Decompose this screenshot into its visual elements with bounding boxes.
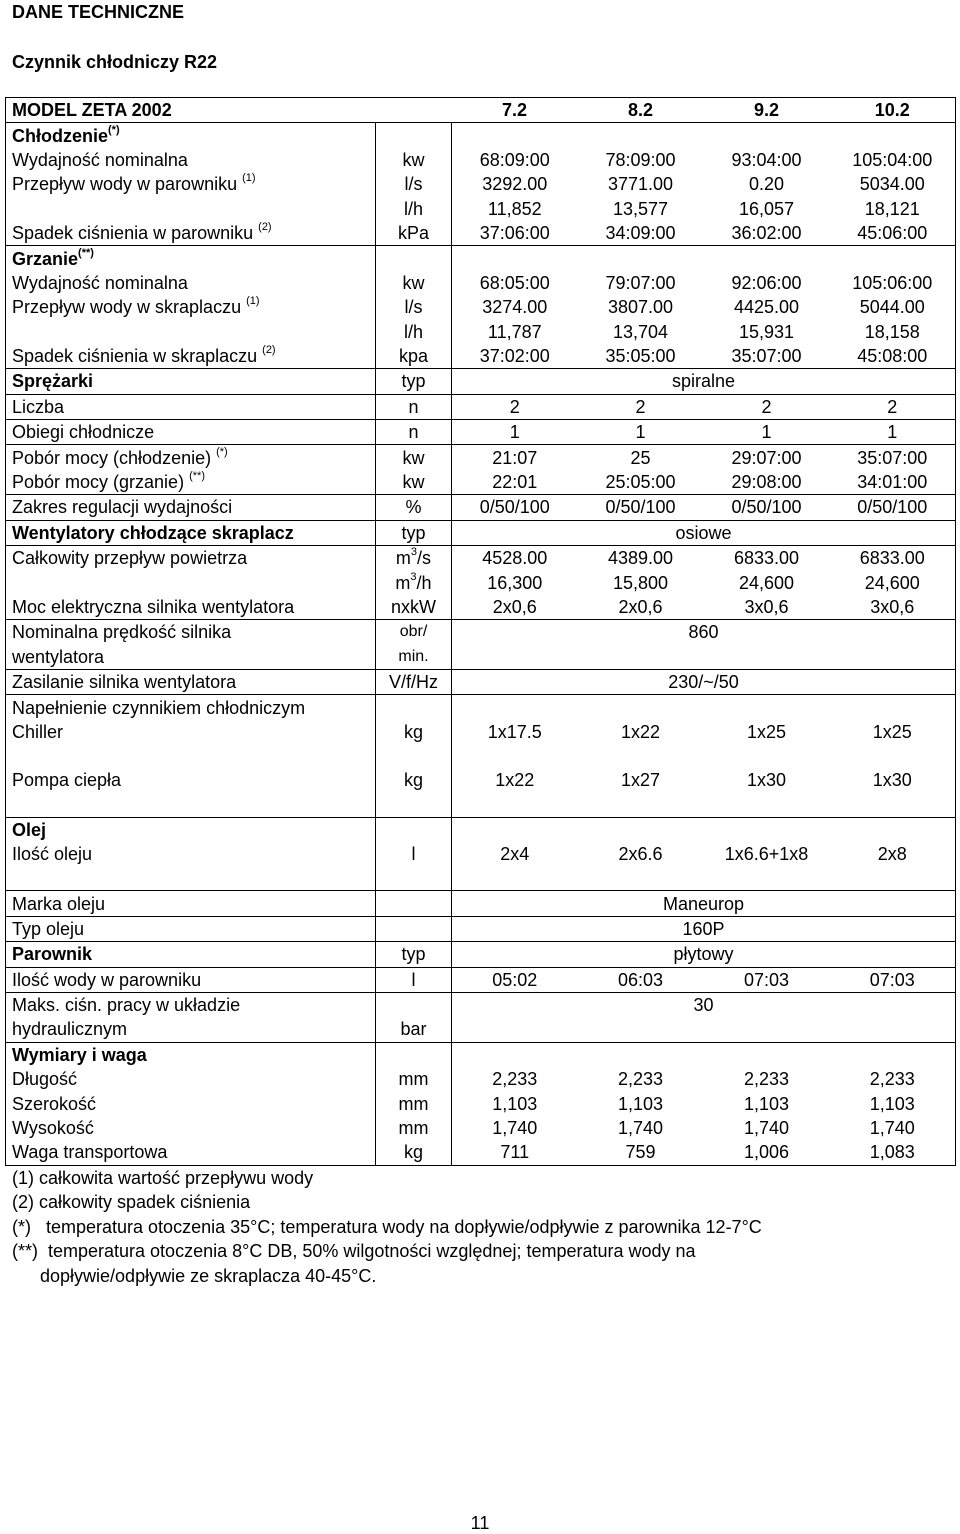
unit-cell: kPa <box>376 221 452 246</box>
section-row <box>6 520 956 545</box>
value-cell: 92:06:00 <box>731 272 802 293</box>
section-row <box>6 369 956 394</box>
row-label: Pompa ciepła <box>6 768 376 792</box>
table-row <box>6 295 956 319</box>
unit-cell: l <box>376 842 452 866</box>
oil-type-value: 160P <box>452 916 956 941</box>
value-cell: 6833.00 <box>830 546 956 571</box>
value-cell: 15,800 <box>612 572 669 593</box>
table-row <box>6 197 956 221</box>
value-cell: 1,740 <box>830 1116 956 1140</box>
value-cell: 1 <box>830 420 956 445</box>
section-title-charge: Napełnienie czynnikiem chłodniczym <box>6 695 376 720</box>
value-cell: 25 <box>578 445 704 470</box>
value-cell: 0/50/100 <box>452 495 578 520</box>
value-cell: 16,300 <box>452 570 578 594</box>
value-cell: 68:09:00 <box>452 148 578 172</box>
value-cell: 0/50/100 <box>578 495 704 520</box>
model-header: 10.2 <box>830 98 956 123</box>
table-row <box>6 271 956 295</box>
value-cell: 3x0,6 <box>744 597 789 617</box>
table-row <box>6 768 956 792</box>
table-row <box>6 570 956 594</box>
value-cell: 1x27 <box>620 770 661 791</box>
table-row <box>6 992 956 1017</box>
section-row <box>6 246 956 271</box>
value-cell: 1,740 <box>452 1116 578 1140</box>
value-cell: 2,233 <box>830 1067 956 1091</box>
section-title-fans: Wentylatory chłodzące skraplacz <box>6 520 376 545</box>
value-cell: 1x30 <box>830 768 956 792</box>
unit-cell: % <box>376 495 452 520</box>
row-label: Marka oleju <box>6 891 376 916</box>
row-label: Całkowity przepływ powietrza <box>6 546 376 571</box>
evaporator-type: płytowy <box>452 942 956 967</box>
value-cell: 2,233 <box>452 1067 578 1091</box>
row-label: Nominalna prędkość silnika <box>6 620 376 645</box>
value-cell: 25:05:00 <box>605 472 676 493</box>
table-row <box>6 1091 956 1115</box>
value-cell: 07:03 <box>830 967 956 992</box>
row-label: Ilość oleju <box>6 842 376 866</box>
row-label: Ilość wody w parowniku <box>6 967 376 992</box>
value-cell: 0.20 <box>748 174 785 195</box>
value-cell: 35:05:00 <box>605 346 676 367</box>
value-cell: 45:08:00 <box>830 344 956 369</box>
row-label: Pobór mocy (grzanie) (**) <box>6 470 376 495</box>
value-cell: 1x30 <box>746 770 787 791</box>
row-label: Wysokość <box>6 1116 376 1140</box>
value-cell: 79:07:00 <box>605 272 676 293</box>
row-label: Chiller <box>6 720 376 744</box>
value-cell: 21:07 <box>452 445 578 470</box>
section-row <box>6 123 956 148</box>
row-label: Szerokość <box>6 1091 376 1115</box>
row-label: Waga transportowa <box>6 1140 376 1165</box>
section-title-heating: Grzanie(**) <box>6 246 376 271</box>
value-cell: 3807.00 <box>607 297 674 318</box>
table-row <box>6 546 956 571</box>
row-label: Moc elektryczna silnika wentylatora <box>6 595 376 620</box>
value-cell: 37:06:00 <box>452 221 578 246</box>
unit-cell: kg <box>376 720 452 744</box>
model-header: 9.2 <box>704 98 830 123</box>
value-cell: 13,704 <box>612 321 669 342</box>
value-cell: 3274.00 <box>452 295 578 319</box>
unit-cell: mm <box>376 1116 452 1140</box>
value-cell: 2x0,6 <box>452 595 578 620</box>
value-cell: 24,600 <box>738 572 795 593</box>
section-title-oil: Olej <box>6 817 376 842</box>
unit-cell: $m^3/s$ <box>376 546 452 571</box>
value-cell: 1,083 <box>830 1140 956 1165</box>
row-label: Przepływ wody w parowniku $^{(1)}$ <box>6 172 376 196</box>
value-cell: 1x22 <box>620 721 661 742</box>
fan-supply-value: 230/~/50 <box>452 669 956 694</box>
unit-cell: kw <box>376 271 452 295</box>
value-cell: 5044.00 <box>830 295 956 319</box>
unit-cell: l/h <box>376 320 452 344</box>
unit-cell: nxkW <box>376 595 452 620</box>
value-cell: 11,852 <box>452 197 578 221</box>
unit-cell: mm <box>376 1067 452 1091</box>
footnote: (**) temperatura otoczenia 8°C DB, 50% wilgotności względnej; temperatura wody na <box>12 1241 696 1262</box>
table-row <box>6 148 956 172</box>
footnote: (*) temperatura otoczenia 35°C; temperatura wody na dopływie/odpływie z parownika 12-7°C <box>12 1216 762 1237</box>
table-row <box>6 720 956 744</box>
page-number: 11 <box>470 1513 490 1533</box>
table-row <box>6 394 956 419</box>
value-cell: 3292.00 <box>452 172 578 196</box>
row-label: Przepływ wody w skraplaczu $^{(1)}$ <box>6 295 376 319</box>
value-cell: 0/50/100 <box>704 495 830 520</box>
footnote: dopływie/odpływie ze skraplacza 40-45°C. <box>40 1265 377 1286</box>
value-cell: 4528.00 <box>452 546 578 571</box>
value-cell: 1 <box>452 420 578 445</box>
unit-cell: V/f/Hz <box>376 669 452 694</box>
value-cell: 34:09:00 <box>605 223 676 244</box>
table-row <box>6 620 956 645</box>
oil-brand-value: Maneurop <box>452 891 956 916</box>
value-cell: 2 <box>452 394 578 419</box>
row-label: wentylatora <box>6 645 376 670</box>
value-cell: 29:08:00 <box>731 472 802 493</box>
unit-cell: min. <box>376 645 452 670</box>
table-row <box>6 1116 956 1140</box>
row-label: Maks. ciśn. pracy w układzie <box>6 992 376 1017</box>
section-row <box>6 1042 956 1067</box>
value-cell: 78:09:00 <box>605 149 676 170</box>
value-cell: 1,103 <box>617 1093 664 1114</box>
fan-speed-value: 860 <box>452 620 956 670</box>
value-cell: 93:04:00 <box>731 149 802 170</box>
value-cell: 36:02:00 <box>731 223 802 244</box>
value-cell: 18,158 <box>830 320 956 344</box>
table-row <box>6 1140 956 1165</box>
model-label: MODEL ZETA 2002 <box>6 98 376 123</box>
section-title-cooling: Chłodzenie(*) <box>6 123 376 148</box>
unit-cell: n <box>376 420 452 445</box>
value-cell: 2,233 <box>743 1069 790 1090</box>
unit-cell: bar <box>376 1017 452 1042</box>
row-label: Spadek ciśnienia w parowniku $^{(2)}$ <box>6 221 376 246</box>
fan-type: osiowe <box>452 520 956 545</box>
section-row <box>6 817 956 842</box>
value-cell: 1,103 <box>743 1093 790 1114</box>
value-cell: 1x17.5 <box>452 720 578 744</box>
section-row <box>6 942 956 967</box>
unit-cell: typ <box>376 942 452 967</box>
value-cell: 18,121 <box>830 197 956 221</box>
section-title-dimensions: Wymiary i waga <box>6 1042 376 1067</box>
value-cell: 3771.00 <box>607 174 674 195</box>
row-label: Wydajność nominalna <box>6 271 376 295</box>
unit-cell: obr/ <box>376 620 452 645</box>
row-label: Wydajność nominalna <box>6 148 376 172</box>
value-cell: 1x6.6+1x8 <box>724 844 809 865</box>
value-cell: 2x6.6 <box>618 844 663 865</box>
value-cell: 1,103 <box>452 1091 578 1115</box>
section-title-evaporator: Parownik <box>6 942 376 967</box>
value-cell: 05:02 <box>452 967 578 992</box>
value-cell: 06:03 <box>578 967 704 992</box>
value-cell: 2 <box>578 394 704 419</box>
value-cell: 6833.00 <box>704 546 830 571</box>
unit-cell: mm <box>376 1091 452 1115</box>
spec-table <box>5 97 956 1166</box>
value-cell: 35:07:00 <box>830 445 956 470</box>
row-label: Zakres regulacji wydajności <box>6 495 376 520</box>
unit-cell: l <box>376 967 452 992</box>
unit-cell: kpa <box>376 344 452 369</box>
value-cell: 2x4 <box>452 842 578 866</box>
value-cell: 2,233 <box>617 1069 664 1090</box>
unit-cell: n <box>376 394 452 419</box>
value-cell: 1x25 <box>746 721 787 742</box>
footnote: (1) całkowita wartość przepływu wody <box>12 1168 314 1188</box>
row-label: Spadek ciśnienia w skraplaczu $^{(2)}$ <box>6 344 376 369</box>
value-cell: 13,577 <box>612 198 669 219</box>
row-label: Obiegi chłodnicze <box>6 420 376 445</box>
value-cell: 0/50/100 <box>830 495 956 520</box>
value-cell: 1,006 <box>704 1140 830 1165</box>
value-cell: 4389.00 <box>578 546 704 571</box>
value-cell: 34:01:00 <box>830 470 956 495</box>
unit-cell: l/h <box>376 197 452 221</box>
table-row <box>6 1067 956 1091</box>
value-cell: 1 <box>704 420 830 445</box>
table-row <box>6 916 956 941</box>
value-cell: 759 <box>578 1140 704 1165</box>
value-cell: 105:04:00 <box>830 148 956 172</box>
header-row <box>6 98 956 123</box>
pressure-value: 30 <box>452 992 956 1042</box>
table-row <box>6 967 956 992</box>
value-cell: 45:06:00 <box>830 221 956 246</box>
value-cell: 22:01 <box>452 470 578 495</box>
value-cell: 11,787 <box>452 320 578 344</box>
table-row <box>6 595 956 620</box>
unit-cell: l/s <box>376 172 452 196</box>
value-cell: 4425.00 <box>733 297 800 318</box>
footnotes <box>12 1166 762 1288</box>
row-label: Zasilanie silnika wentylatora <box>6 669 376 694</box>
unit-cell: kg <box>376 1140 452 1165</box>
section-title-compressors: Sprężarki <box>6 369 376 394</box>
table-row <box>6 842 956 866</box>
value-cell: 2x8 <box>830 842 956 866</box>
table-row <box>6 470 956 495</box>
table-row <box>6 344 956 369</box>
value-cell: 2x0,6 <box>618 597 663 617</box>
table-row <box>6 891 956 916</box>
table-row <box>6 445 956 470</box>
table-row <box>6 669 956 694</box>
table-row <box>6 172 956 196</box>
value-cell: 24,600 <box>830 570 956 594</box>
model-header: 8.2 <box>578 98 704 123</box>
page-title: DANE TECHNICZNE <box>12 2 185 22</box>
value-cell: 1,740 <box>743 1118 790 1139</box>
value-cell: 3x0,6 <box>830 595 956 620</box>
value-cell: 15,931 <box>738 321 795 342</box>
unit-cell: l/s <box>376 295 452 319</box>
unit-cell: typ <box>376 520 452 545</box>
unit-cell: kw <box>376 470 452 495</box>
value-cell: 16,057 <box>738 198 795 219</box>
value-cell: 2 <box>704 394 830 419</box>
row-label: Pobór mocy (chłodzenie) (*) <box>6 445 376 470</box>
footnote: (2) całkowity spadek ciśnienia <box>12 1192 251 1213</box>
model-header: 7.2 <box>452 98 578 123</box>
row-label: Typ oleju <box>6 916 376 941</box>
value-cell: 29:07:00 <box>704 445 830 470</box>
unit-cell: kw <box>376 148 452 172</box>
value-cell: 1x22 <box>452 768 578 792</box>
value-cell: 105:06:00 <box>830 271 956 295</box>
value-cell: 07:03 <box>704 967 830 992</box>
row-label: Liczba <box>6 394 376 419</box>
table-row <box>6 495 956 520</box>
value-cell: 711 <box>452 1140 578 1165</box>
table-row <box>6 320 956 344</box>
value-cell: 5034.00 <box>830 172 956 196</box>
unit-cell: typ <box>376 369 452 394</box>
refrigerant-subtitle: Czynnik chłodniczy R22 <box>12 52 218 72</box>
table-row <box>6 221 956 246</box>
value-cell: 1x25 <box>830 720 956 744</box>
value-cell: 2 <box>830 394 956 419</box>
row-label: Długość <box>6 1067 376 1091</box>
value-cell: 1 <box>578 420 704 445</box>
unit-cell: kw <box>376 445 452 470</box>
value-cell: 1,740 <box>617 1118 664 1139</box>
value-cell: 1,103 <box>830 1091 956 1115</box>
compressor-type: spiralne <box>452 369 956 394</box>
section-row <box>6 695 956 720</box>
table-row <box>6 420 956 445</box>
value-cell: 68:05:00 <box>452 271 578 295</box>
unit-cell: kg <box>376 768 452 792</box>
row-label: hydraulicznym <box>6 1017 376 1042</box>
value-cell: 37:02:00 <box>452 344 578 369</box>
value-cell: 35:07:00 <box>731 346 802 367</box>
unit-cell: $m^3/h$ <box>376 570 452 594</box>
